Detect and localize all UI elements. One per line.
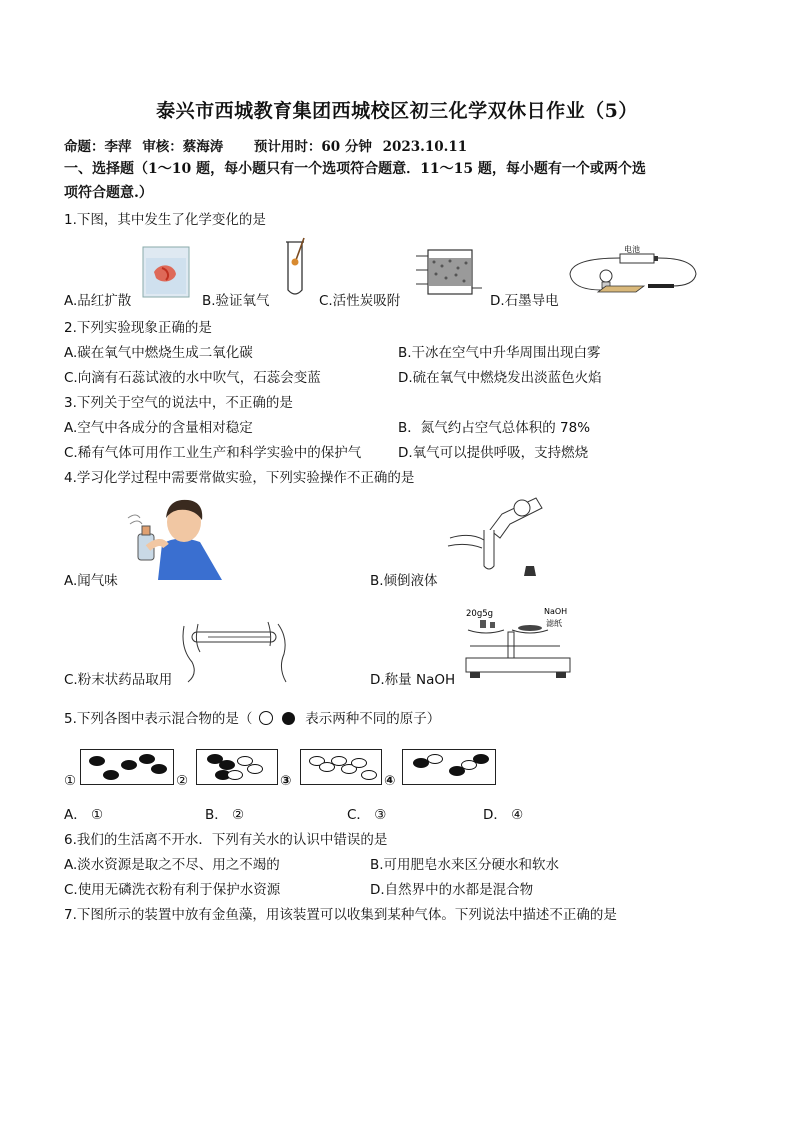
q4-option-a: A.闻气味 — [64, 573, 118, 589]
q1-option-a: A.品红扩散 — [64, 293, 132, 309]
q2-option-d: D.硫在氧气中燃烧发出淡蓝色火焰 — [398, 370, 602, 386]
q5-label-2: ② — [176, 773, 189, 789]
q3-stem: 3.下列关于空气的说法中，不正确的是 — [64, 395, 293, 411]
q4-option-c: C.粉末状药品取用 — [64, 672, 173, 688]
q5-label-4: ④ — [384, 773, 396, 789]
q1-option-c: C.活性炭吸附 — [319, 293, 401, 309]
q1-carbon-filter-image — [414, 244, 484, 298]
q2-stem: 2.下列实验现象正确的是 — [64, 320, 212, 336]
q4-option-b: B.倾倒液体 — [370, 573, 438, 589]
q6-option-c: C.使用无磷洗衣粉有利于保护水资源 — [64, 882, 281, 898]
q5-stem-pre: 5.下列各图中表示混合物的是（ — [64, 711, 253, 727]
section-heading-line1: 一、选择题（1～10 题，每小题只有一个选项符合题意．11～15 题，每小题有一个或两个选 — [64, 161, 646, 177]
q3-option-b: B．氮气约占空气总体积的 78% — [398, 420, 591, 436]
header-meta — [64, 135, 473, 155]
q4-smell-image — [118, 494, 226, 584]
q5-box-1 — [80, 749, 174, 785]
q5-box-4 — [402, 749, 496, 785]
q2-option-c: C.向滴有石蕊试液的水中吹气，石蕊会变蓝 — [64, 370, 321, 386]
q5-box-2 — [196, 749, 278, 785]
balance-weight-label: 20g5g — [466, 609, 494, 619]
q7-stem: 7.下图所示的装置中放有金鱼藻，用该装置可以收集到某种气体。下列说法中描述不正确的是 — [64, 907, 617, 923]
setter: 命题：李萍 — [64, 139, 132, 155]
q3-option-d: D.氧气可以提供呼吸，支持燃烧 — [398, 445, 589, 461]
q5-stem-post: 表示两种不同的原子） — [305, 711, 441, 727]
q3-option-c: C.稀有气体可用作工业生产和科学实验中的保护气 — [64, 445, 362, 461]
q6-option-d: D.自然界中的水都是混合物 — [370, 882, 534, 898]
page-title: 泰兴市西城教育集团西城校区初三化学双休日作业（5） — [156, 100, 638, 122]
q5-box-3 — [300, 749, 382, 785]
q5-label-3: ③ — [280, 773, 292, 789]
q4-balance-image — [460, 606, 584, 682]
q1-graphite-circuit-image — [562, 244, 702, 302]
white-atom-icon — [259, 711, 273, 725]
q5-label-1: ① — [64, 773, 77, 789]
balance-paper-label: 滤纸 — [546, 619, 562, 628]
black-atom-icon — [282, 712, 295, 725]
balance-naoh-label: NaOH — [544, 607, 568, 616]
q4-pour-liquid-image — [440, 490, 550, 580]
q6-option-b: B.可用肥皂水来区分硬水和软水 — [370, 857, 560, 873]
q6-option-a: A.淡水资源是取之不尽、用之不竭的 — [64, 857, 280, 873]
q3-option-a: A.空气中各成分的含量相对稳定 — [64, 420, 253, 436]
q5-option-c: C． ③ — [347, 807, 387, 823]
q2-option-b: B.干冰在空气中升华周围出现白雾 — [398, 345, 601, 361]
q4-stem: 4.学习化学过程中需要常做实验，下列实验操作不正确的是 — [64, 470, 415, 486]
date: 2023.10.11 — [382, 139, 468, 155]
q1-stem: 1.下图，其中发生了化学变化的是 — [64, 212, 266, 228]
q1-beaker-dye-image — [140, 244, 192, 300]
reviewer: 审核：蔡海涛 — [142, 139, 224, 155]
q5-option-a: A． ① — [64, 807, 104, 823]
q2-option-a: A.碳在氧气中燃烧生成二氧化碳 — [64, 345, 253, 361]
section-heading-line2: 项符合题意.） — [64, 185, 153, 201]
q1-option-d: D.石墨导电 — [490, 293, 559, 309]
time-estimate: 预计用时：60 分钟 — [253, 139, 372, 155]
q1-test-tube-image — [280, 236, 310, 300]
q5-option-b: B． ② — [205, 807, 245, 823]
battery-label: 电池 — [624, 245, 640, 254]
q4-option-d: D.称量 NaOH — [370, 672, 456, 688]
q5-stem — [64, 707, 440, 727]
q5-option-d: D． ④ — [483, 807, 524, 823]
q1-option-b: B.验证氧气 — [202, 293, 270, 309]
q6-stem: 6.我们的生活离不开水．下列有关水的认识中错误的是 — [64, 832, 388, 848]
q4-powder-image — [178, 618, 296, 684]
